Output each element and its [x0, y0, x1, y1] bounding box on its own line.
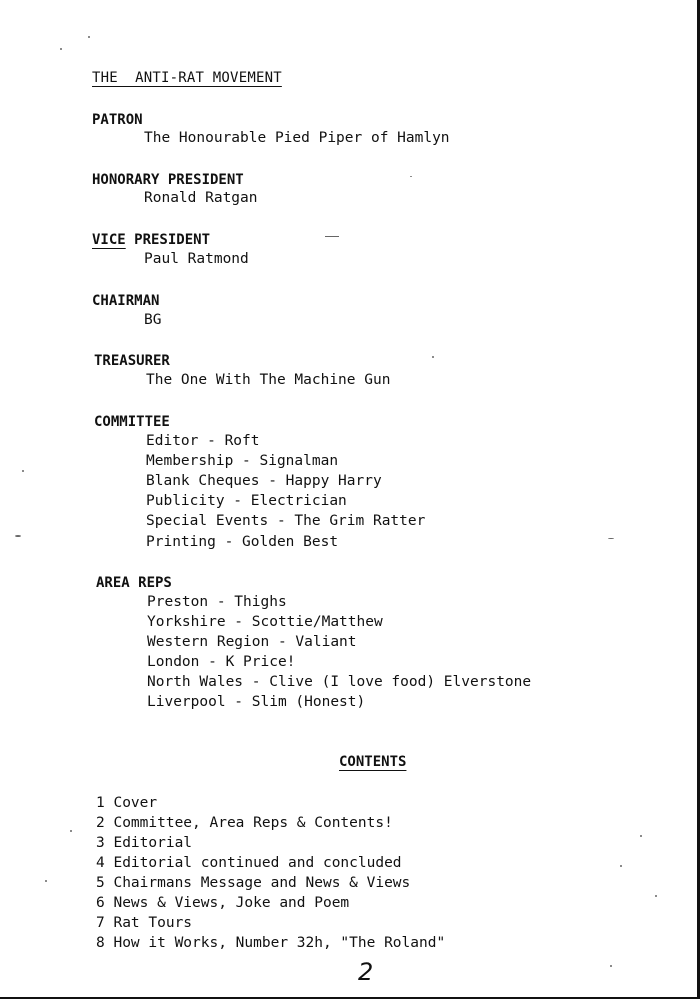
vice-president-name: Paul Ratmond: [144, 251, 249, 267]
committee-line: Special Events - The Grim Ratter: [146, 513, 426, 529]
committee-line: Membership - Signalman: [146, 453, 339, 469]
area-rep-line: Yorkshire - Scottie/Matthew: [147, 614, 383, 630]
committee-heading: COMMITTEE: [94, 414, 170, 430]
scan-speck: [88, 36, 90, 38]
area-rep-line: Preston - Thighs: [147, 594, 287, 610]
scan-speck: [410, 176, 412, 177]
scan-speck: [60, 48, 62, 50]
page-number: 2: [358, 958, 374, 986]
scan-speck: [15, 535, 21, 537]
scan-speck: [432, 356, 434, 358]
scan-speck: [655, 895, 657, 897]
scan-speck: [325, 236, 339, 237]
honorary-president-name: Ronald Ratgan: [144, 190, 258, 206]
chairman-heading: CHAIRMAN: [92, 293, 160, 309]
treasurer-name: The One With The Machine Gun: [146, 372, 391, 388]
scan-speck: [608, 538, 614, 539]
vice-president-heading-part1: VICE: [92, 232, 126, 248]
vice-president-heading: [92, 232, 210, 248]
contents-item: 7 Rat Tours: [96, 915, 193, 931]
contents-item: 6 News & Views, Joke and Poem: [96, 895, 350, 911]
document-title: THE ANTI-RAT MOVEMENT: [92, 70, 282, 86]
committee-line: Editor - Roft: [146, 433, 260, 449]
chairman-name: BG: [144, 312, 162, 328]
area-reps-heading: AREA REPS: [96, 575, 172, 591]
treasurer-heading: TREASURER: [94, 353, 170, 369]
contents-item: 4 Editorial continued and concluded: [96, 855, 402, 871]
area-rep-line: London - K Price!: [147, 654, 296, 670]
area-rep-line: North Wales - Clive (I love food) Elverstone: [147, 674, 532, 690]
contents-item: 3 Editorial: [96, 835, 193, 851]
scan-speck: [22, 470, 24, 472]
patron-name: The Honourable Pied Piper of Hamlyn: [144, 130, 450, 146]
scan-speck: [610, 965, 612, 967]
contents-heading: CONTENTS: [339, 754, 407, 770]
area-rep-line: Liverpool - Slim (Honest): [147, 694, 366, 710]
contents-item: 2 Committee, Area Reps & Contents!: [96, 815, 393, 831]
scan-speck: [620, 865, 622, 867]
area-rep-line: Western Region - Valiant: [147, 634, 357, 650]
vice-president-heading-part2: PRESIDENT: [125, 232, 211, 248]
contents-item: 5 Chairmans Message and News & Views: [96, 875, 411, 891]
contents-item: 8 How it Works, Number 32h, "The Roland": [96, 935, 446, 951]
scan-speck: [70, 830, 72, 832]
scan-speck: [640, 835, 642, 837]
patron-heading: PATRON: [92, 112, 143, 128]
scan-speck: [45, 880, 47, 882]
contents-item: 1 Cover: [96, 795, 158, 811]
honorary-president-heading: HONORARY PRESIDENT: [92, 172, 244, 188]
committee-line: Publicity - Electrician: [146, 493, 347, 509]
committee-line: Printing - Golden Best: [146, 534, 339, 550]
committee-line: Blank Cheques - Happy Harry: [146, 473, 382, 489]
